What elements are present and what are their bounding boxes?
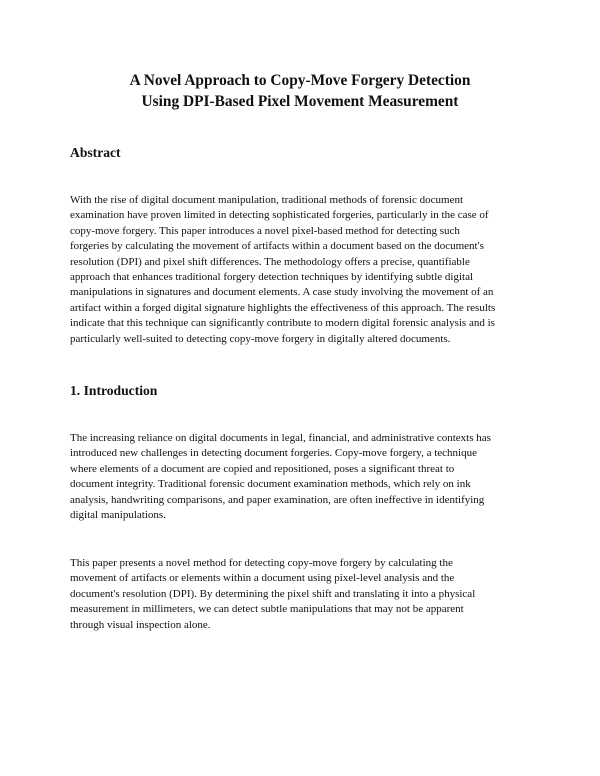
text-line: particularly well-suited to detecting copy-move forgery in digitally altered documents. xyxy=(70,332,451,345)
introduction-paragraph-2 xyxy=(70,556,540,633)
text-line: analysis, handwriting comparisons, and paper examination, are often ineffective in identifying xyxy=(70,493,485,506)
text-line: where elements of a document are copied and repositioned, poses a significant threat to xyxy=(70,462,455,475)
text-line: manipulations in signatures and document elements. A case study involving the movement of an xyxy=(70,286,494,299)
title-line: Using DPI-Based Pixel Movement Measurement xyxy=(141,93,459,110)
text-line: document integrity. Traditional forensic document examination methods, which rely on ink xyxy=(70,478,471,491)
text-line: through visual inspection alone. xyxy=(70,618,211,631)
text-line: document's resolution (DPI). By determining the pixel shift and translating it into a physical xyxy=(70,587,476,600)
text-line: This paper presents a novel method for detecting copy-move forgery by calculating the xyxy=(70,557,453,569)
abstract-heading: Abstract xyxy=(70,145,121,160)
text-line: copy-move forgery. This paper introduces a novel pixel-based method for detecting such xyxy=(70,224,460,237)
text-line: approach that enhances traditional forgery detection techniques by identifying subtle digital xyxy=(70,271,474,284)
abstract-paragraph xyxy=(70,193,540,347)
text-line: digital manipulations. xyxy=(70,509,166,522)
text-line: movement of artifacts or elements within a document using pixel-level analysis and the xyxy=(70,572,455,585)
text-line: The increasing reliance on digital documents in legal, financial, and administrative contexts has xyxy=(70,432,491,444)
text-line: measurement in millimeters, we can detect subtle manipulations that may not be apparent xyxy=(70,603,464,616)
introduction-paragraph-1 xyxy=(70,431,540,523)
introduction-heading: 1. Introduction xyxy=(70,383,158,398)
text-line: resolution (DPI) and pixel shift differences. The methodology offers a precise, quantifiable xyxy=(70,255,470,268)
paper-title xyxy=(0,70,600,112)
text-line: introduced new challenges in detecting document forgeries. Copy-move forgery, a technique xyxy=(70,447,477,460)
text-line: artifact within a forged digital signature highlights the effectiveness of this approach. The results xyxy=(70,301,496,314)
text-line: examination have proven limited in detecting sophisticated forgeries, particularly in the case of xyxy=(70,209,489,222)
text-line: indicate that this technique can significantly contribute to modern digital forensic analysis and is xyxy=(70,317,495,330)
text-line: forgeries by calculating the movement of artifacts within a document based on the document's xyxy=(70,240,484,253)
text-line: With the rise of digital document manipulation, traditional methods of forensic document xyxy=(70,194,464,206)
title-line: A Novel Approach to Copy-Move Forgery Detection xyxy=(129,72,471,89)
